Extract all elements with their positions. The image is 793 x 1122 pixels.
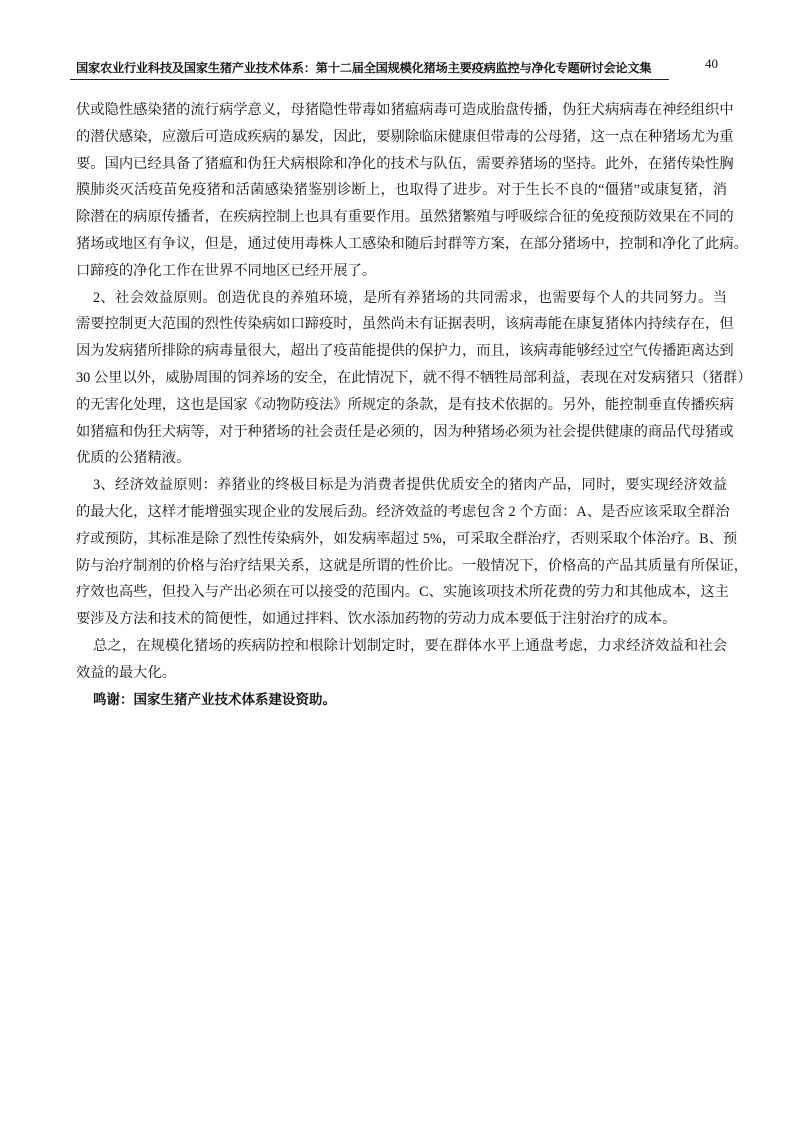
text-line: 2、社会效益原则。创造优良的养殖环境，是所有养猪场的共同需求，也需要每个人的共同努力。当 [93,289,727,306]
paragraph-economic-benefit [76,472,748,633]
text-line: 除潜在的病原传播者，在疾病控制上也具有重要作用。虽然猪繁殖与呼吸综合征的免疫预防效果在不同的 [76,209,734,226]
text-line: 如猪瘟和伪狂犬病等，对于种猪场的社会责任是必须的，因为种猪场必须为社会提供健康的商品代母猪或 [76,423,734,440]
text-line: 的潜伏感染，应激后可造成疾病的暴发，因此，要剔除临床健康但带毒的公母猪，这一点在种猪场尤为重 [76,128,734,145]
acknowledgement: 鸣谢：国家生猪产业技术体系建设资助。 [93,691,336,707]
text-line: 疗或预防，其标准是除了烈性传染病外，如发病率超过 5%，可采取全群治疗，否则采取个体治疗。B、预 [76,530,738,547]
text-line: 的无害化处理，这也是国家《动物防疫法》所规定的条款，是有技术依据的。另外，能控制垂直传播疾病 [76,396,734,413]
paragraph-conclusion [76,633,727,687]
paragraph-continuation [76,97,748,285]
running-header: 国家农业行业科技及国家生猪产业技术体系：第十二届全国规模化猪场主要疫病监控与净化专题研讨会论文集 [76,61,652,75]
text-line: 口蹄疫的净化工作在世界不同地区已经开展了。 [76,262,377,279]
text-line: 伏或隐性感染猪的流行病学意义，母猪隐性带毒如猪瘟病毒可造成胎盘传播，伪狂犬病病毒在神经组织中 [76,102,734,118]
text-line: 优质的公猪精液。 [76,450,191,467]
text-line: 因为发病猪所排除的病毒量很大，超出了疫苗能提供的保护力，而且，该病毒能够经过空气传播距离达到 [76,343,734,360]
text-line: 疗效也高些，但投入与产出必须在可以接受的范围内。C、实施该项技术所花费的劳力和其他成本，这主 [76,584,729,601]
text-line: 膜肺炎灭活疫苗免疫猪和活菌感染猪鉴别诊断上，也取得了进步。对于生长不良的“僵猪”或康复猪，消 [76,182,727,199]
text-line: 的最大化，这样才能增强实现企业的发展后劲。经济效益的考虑包含 2 个方面：A、是否应该采取全群治 [76,503,730,520]
text-line: 30 公里以外，威胁周围的饲养场的安全，在此情况下，就不得不牺牲局部利益，表现在对发病猪只（猪群） [76,369,752,386]
text-line: 防与治疗制剂的价格与治疗结果关系，这就是所谓的性价比。一般情况下，价格高的产品其质量有所保证， [76,557,748,574]
document-body [76,97,752,713]
text-line: 要。国内已经具备了猪瘟和伪狂犬病根除和净化的技术与队伍，需要养猪场的坚持。此外，在猪传染性胸 [76,155,734,172]
text-line: 3、经济效益原则：养猪业的终极目标是为消费者提供优质安全的猪肉产品，同时，要实现经济效益 [93,477,727,494]
paragraph-social-benefit [76,285,752,473]
text-line: 总之，在规模化猪场的疾病防控和根除计划制定时，要在群体水平上通盘考虑，力求经济效益和社会 [93,637,727,654]
text-line: 猪场或地区有争议，但是，通过使用毒株人工感染和随后封群等方案，在部分猪场中，控制和净化了此病。 [76,235,748,252]
text-line: 要涉及方法和技术的简便性，如通过拌料、饮水添加药物的劳动力成本要低于注射治疗的成本。 [76,611,677,628]
text-line: 需要控制更大范围的烈性传染病如口蹄疫时，虽然尚未有证据表明，该病毒能在康复猪体内持续存在，但 [76,316,734,333]
text-line: 效益的最大化。 [76,664,177,681]
header-rule [70,79,669,80]
page-number: 40 [705,56,718,71]
